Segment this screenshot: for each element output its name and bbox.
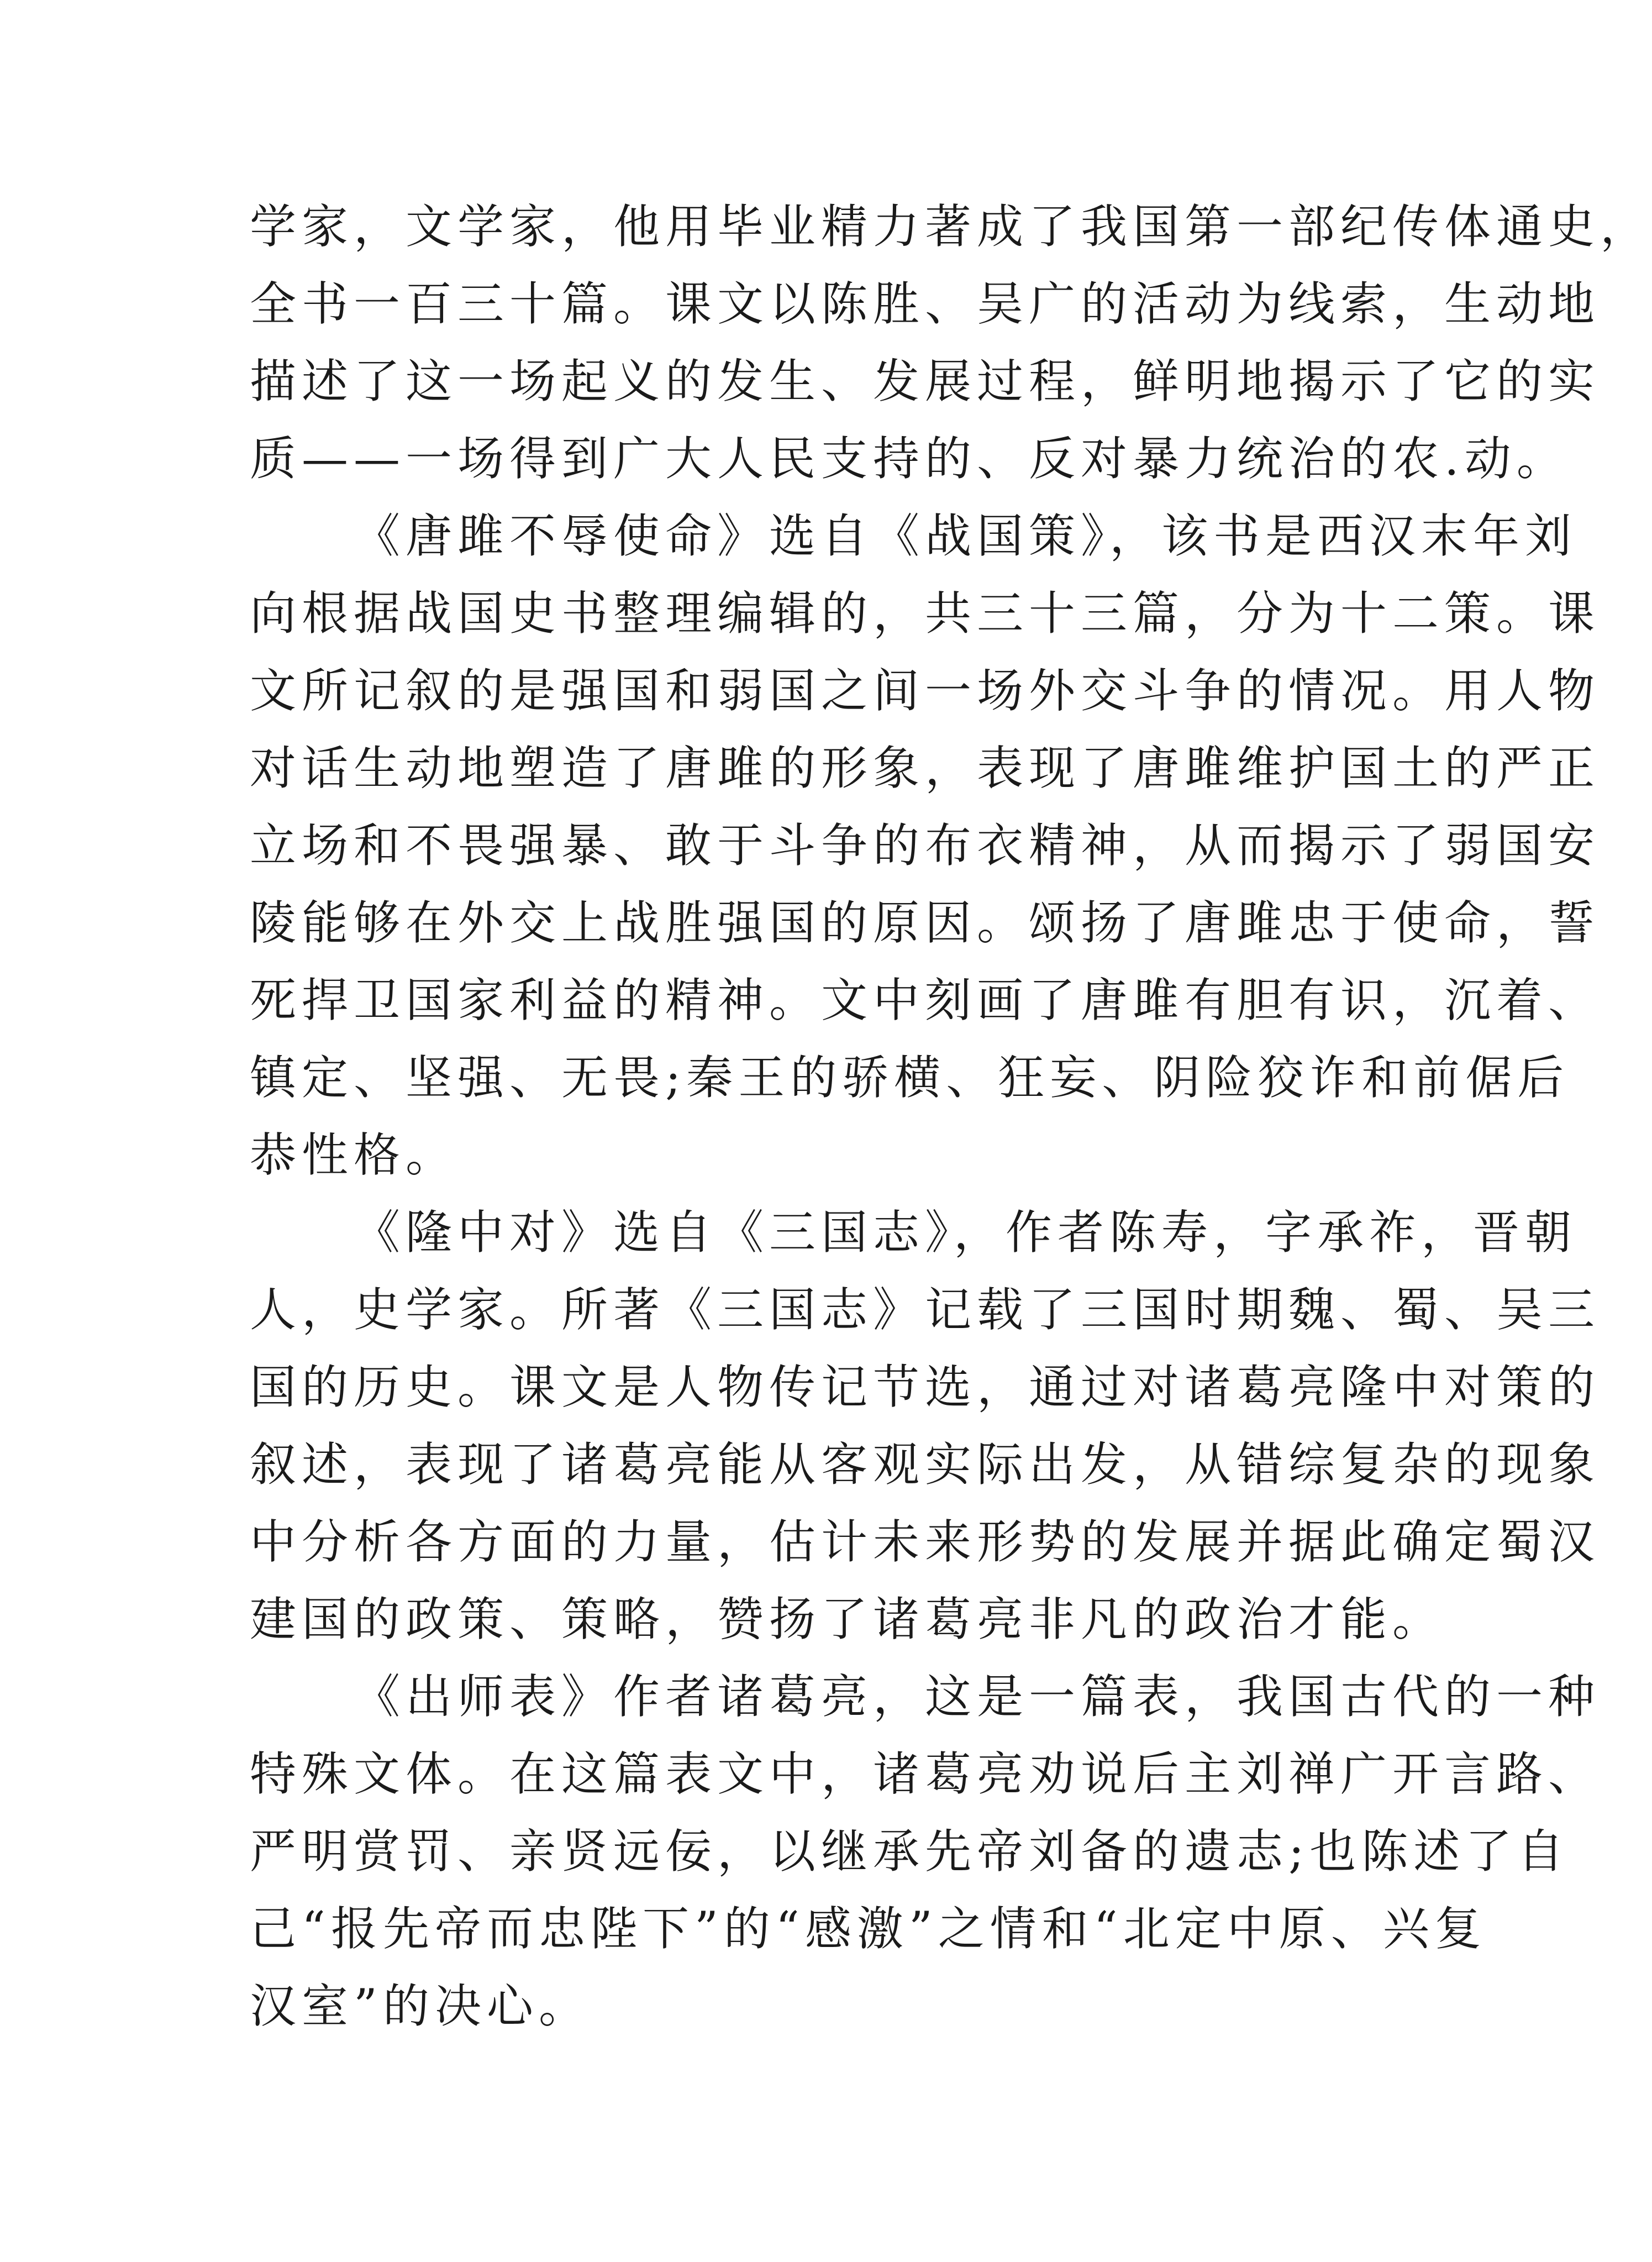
text-line: 汉室”的决心。 [250, 1979, 591, 2033]
paragraph-shiji [250, 188, 1652, 497]
text-line: 国的历史。课文是人物传记节选，通过对诸葛亮隆中对策的 [250, 1360, 1601, 1414]
text-line: 陵能够在外交上战胜强国的原因。颂扬了唐雎忠于使命，誓 [250, 896, 1601, 950]
text-line: 恭性格。 [250, 1128, 458, 1182]
text-line: 己“报先帝而忠陛下”的“感激”之情和“北定中原、兴复 [250, 1902, 1487, 1956]
paragraph-chushibiao [250, 1658, 1601, 2045]
text-line: 质——一场得到广大人民支持的、反对暴力统治的农.动。 [250, 432, 1569, 486]
text-line: 叙述，表现了诸葛亮能从客观实际出发，从错综复杂的现象 [250, 1437, 1601, 1492]
text-line: 《出师表》作者诸葛亮，这是一篇表，我国古代的一种 [354, 1670, 1601, 1724]
text-line: 严明赏罚、亲贤远佞，以继承先帝刘备的遗志;也陈述了自 [250, 1824, 1570, 1878]
body-text [250, 188, 1652, 2045]
text-line: 向根据战国史书整理编辑的，共三十三篇，分为十二策。课 [250, 586, 1601, 641]
text-line: 中分析各方面的力量，估计未来形势的发展并据此确定蜀汉 [250, 1515, 1601, 1569]
text-line: 学家，文学家，他用毕业精力著成了我国第一部纪传体通史， [250, 200, 1652, 254]
text-line: 描述了这一场起义的发生、发展过程，鲜明地揭示了它的实 [250, 354, 1601, 408]
text-line: 对话生动地塑造了唐雎的形象，表现了唐雎维护国土的严正 [250, 741, 1601, 795]
text-line: 文所记叙的是强国和弱国之间一场外交斗争的情况。用人物 [250, 664, 1601, 718]
text-line: 死捍卫国家利益的精神。文中刻画了唐雎有胆有识，沉着、 [250, 973, 1601, 1027]
text-line: 人，史学家。所著《三国志》记载了三国时期魏、蜀、吴三 [250, 1283, 1601, 1337]
text-line: 全书一百三十篇。课文以陈胜、吴广的活动为线索，生动地 [250, 277, 1601, 331]
text-line: 镇定、坚强、无畏;秦王的骄横、狂妄、阴险狡诈和前倨后 [250, 1051, 1570, 1105]
text-line: 立场和不畏强暴、敢于斗争的布衣精神，从而揭示了弱国安 [250, 818, 1601, 873]
text-line: 特殊文体。在这篇表文中，诸葛亮劝说后主刘禅广开言路、 [250, 1747, 1601, 1801]
text-line: 建国的政策、策略，赞扬了诸葛亮非凡的政治才能。 [250, 1592, 1445, 1646]
text-line: 《唐雎不辱使命》选自《战国策》，该书是西汉末年刘 [354, 509, 1577, 563]
paragraph-longzhongdui [250, 1194, 1601, 1658]
text-line: 《隆中对》选自《三国志》，作者陈寿，字承祚，晋朝 [354, 1205, 1577, 1259]
paragraph-tangju [250, 497, 1601, 1194]
